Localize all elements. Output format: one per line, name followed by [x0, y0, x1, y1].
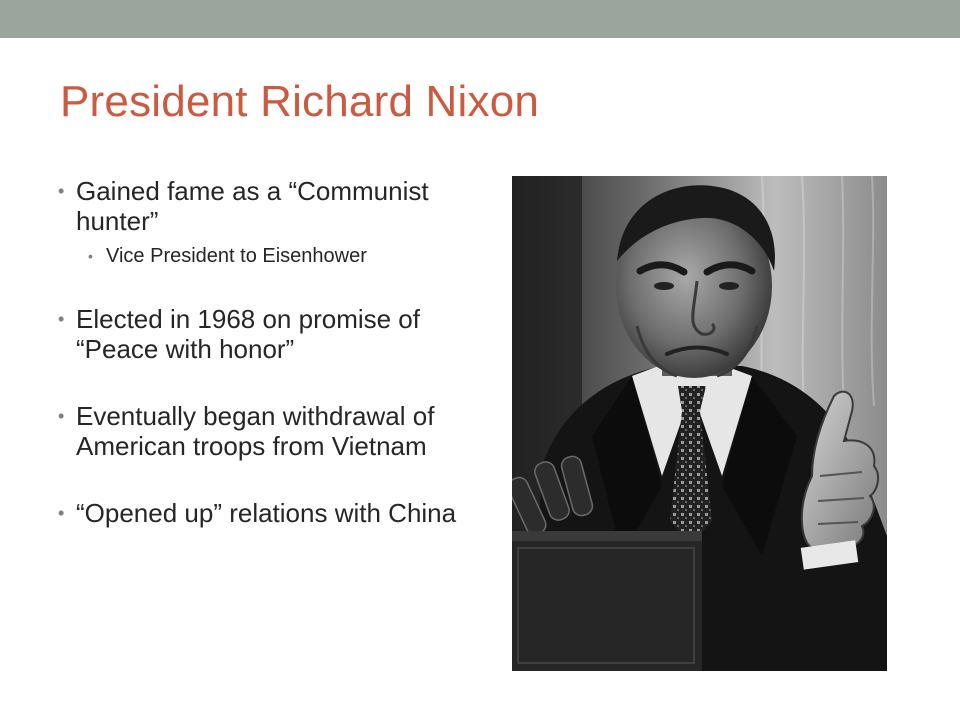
bullet-item: • Eventually began withdrawal of American troops from Vietnam: [58, 401, 478, 461]
sub-bullet-item: • Vice President to Eisenhower: [76, 244, 478, 268]
nixon-photo: [512, 176, 887, 671]
bullet-list: [58, 176, 478, 528]
top-accent-band: [0, 0, 960, 38]
slide-title: President Richard Nixon: [60, 77, 540, 126]
bullet-item: • Elected in 1968 on promise of “Peace with honor”: [58, 304, 478, 364]
sub-bullet-list: [76, 244, 478, 268]
bullet-text: Gained fame as a “Communist hunter”: [76, 176, 429, 236]
bullet-item: • “Opened up” relations with China: [58, 498, 478, 528]
bullet-item: [58, 176, 478, 268]
